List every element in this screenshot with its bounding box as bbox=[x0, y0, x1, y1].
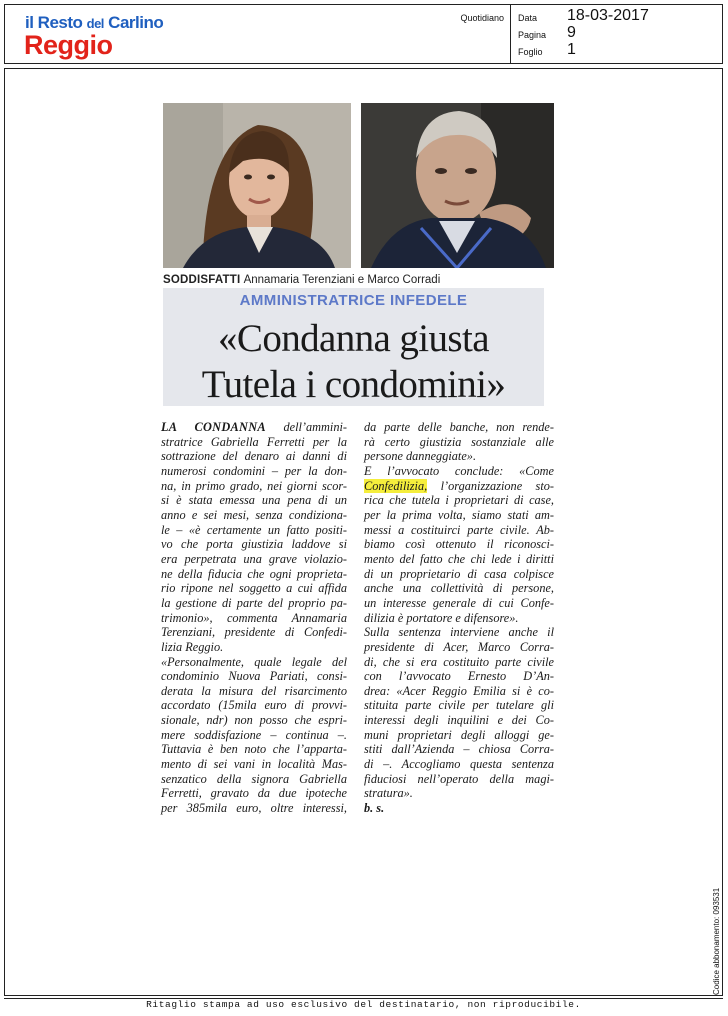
article-line: le – «è certamente un fatto positi- bbox=[161, 522, 347, 537]
article-line: fiduciosi nell’operato della magi- bbox=[364, 771, 554, 786]
article-signature-line bbox=[364, 801, 554, 816]
article-line: sottrazione del denaro ai danni di bbox=[161, 449, 347, 464]
portrait-man-image bbox=[361, 103, 554, 268]
reproduction-notice: Ritaglio stampa ad uso esclusivo del destinatario, non riproducibile. bbox=[146, 999, 581, 1010]
article-signature: b. s. bbox=[364, 801, 385, 816]
article-line: si è stata emessa una pena di un bbox=[161, 493, 347, 508]
article-line: numerosi condomini – per la don- bbox=[161, 463, 347, 478]
headline bbox=[163, 316, 544, 408]
article-line: era perpetrata una grave violazio- bbox=[161, 551, 347, 566]
article-line: di un proprietario di casa colpisce bbox=[364, 566, 554, 581]
article-line: di –. Accogliamo questa sentenza bbox=[364, 757, 554, 772]
article-line: derata la misura del risarcimento bbox=[161, 683, 347, 698]
photo-marco-corradi bbox=[361, 103, 554, 268]
article-line: per 385mila euro, oltre interessi, bbox=[161, 801, 347, 816]
article-line: senzatico della signora Gabriella bbox=[161, 771, 347, 786]
article-line: Ferretti, gravato da due ipoteche bbox=[161, 786, 347, 801]
article-line: biamo così ottenuto il riconosci- bbox=[364, 537, 554, 552]
article-column-right bbox=[364, 420, 554, 816]
article-line: di, che si era costituito parte civile bbox=[364, 654, 554, 669]
portrait-woman-image bbox=[163, 103, 351, 268]
article-line: «Personalmente, quale legale del bbox=[161, 654, 347, 669]
article-line: per la prima volta, siamo stati am- bbox=[364, 507, 554, 522]
article-line: Confedilizia, l’organizzazione sto- bbox=[364, 478, 555, 493]
article-line: la gestione di parte del proprio pa- bbox=[161, 595, 347, 610]
article-lead: LA CONDANNA bbox=[161, 420, 266, 434]
meta-page: Pagina 9 bbox=[518, 24, 576, 41]
article-line: Terenziani, presidente di Confedi- bbox=[161, 625, 347, 640]
article-line: na, in primo grado, nei giorni scor- bbox=[161, 478, 347, 493]
article-line: interessi degli inquilini e dei Co- bbox=[364, 713, 554, 728]
article-line: da parte delle banche, non rende- bbox=[364, 420, 554, 434]
article-line: Sulla sentenza interviene anche il bbox=[364, 625, 554, 640]
meta-date: Data 18-03-2017 bbox=[518, 7, 649, 24]
clipping-metadata bbox=[515, 7, 720, 61]
article-line: rio ripone nel soggetto a cui affida bbox=[161, 581, 347, 596]
article-line: mento di sei vani in località Mas- bbox=[161, 757, 347, 772]
headline-line-1: «Condanna giusta bbox=[218, 317, 489, 360]
caption-keyword: SODDISFATTI bbox=[163, 274, 241, 286]
subscription-code: Codice abbonamento: 093531 bbox=[712, 887, 721, 995]
article-line: rica che tutela i proprietari di case, bbox=[364, 493, 554, 508]
article-line: condominio Nuova Pariati, consi- bbox=[161, 669, 347, 684]
article-line: vo che porta giustizia laddove si bbox=[161, 537, 347, 552]
highlighted-word: Confedilizia, bbox=[364, 478, 428, 493]
article-line: un interesse generale di cui Confe- bbox=[364, 595, 554, 610]
caption-names: Annamaria Terenziani e Marco Corradi bbox=[243, 274, 441, 286]
article-line: stiti dall’Azienda – chiosa Corra- bbox=[364, 742, 554, 757]
article-line: accordato (15mila euro di provvi- bbox=[161, 698, 347, 713]
article-line: stituita parte civile per tutelare gli bbox=[364, 698, 554, 713]
article-line: drea: «Acer Reggio Emilia si è co- bbox=[364, 683, 554, 698]
meta-sheet: Foglio 1 bbox=[518, 41, 576, 58]
article-line: muni proprietari degli alloggi ge- bbox=[364, 727, 554, 742]
periodicity-label: Quotidiano bbox=[460, 13, 504, 23]
kicker: AMMINISTRATRICE INFEDELE bbox=[239, 292, 468, 309]
newspaper-logo-edition: Reggio bbox=[24, 30, 113, 60]
article-line: rà certo giustizia sostanziale alle bbox=[364, 434, 554, 449]
article-line: lizia Reggio. bbox=[161, 639, 224, 654]
masthead bbox=[5, 5, 511, 63]
article-line: stratura». bbox=[364, 786, 413, 801]
headline-line-2: Tutela i condomini» bbox=[201, 363, 506, 406]
article-line: mere soddisfazione – continua –. bbox=[161, 727, 347, 742]
article-line: anche una collettività di persone, bbox=[364, 581, 554, 596]
article-line: E l’avvocato conclude: «Come bbox=[364, 463, 554, 478]
article-line: dilizia è portatore e difensore». bbox=[364, 610, 519, 625]
article-line: anno e sei mesi, senza condiziona- bbox=[161, 507, 347, 522]
article-line: mento del fatto che chi lede i diritti bbox=[364, 551, 554, 566]
article-line: persone danneggiate». bbox=[364, 449, 477, 464]
article-line: presidente di Acer, Marco Corra- bbox=[364, 639, 554, 654]
article-line: messi a costituirci parte civile. Ab- bbox=[364, 522, 554, 537]
newspaper-logo-top: il Resto del Carlino bbox=[25, 13, 164, 32]
article-column-left bbox=[161, 420, 347, 816]
article-line: ne della fiducia che ogni proprieta- bbox=[161, 566, 347, 581]
article-line: trimonio», commenta Annamaria bbox=[161, 610, 347, 625]
clipping-header bbox=[4, 4, 723, 64]
photo-caption bbox=[163, 274, 555, 286]
article-line: Tuttavia è ben noto che l’apparta- bbox=[161, 742, 347, 757]
article-line: sionale, ndr) non posso che espri- bbox=[161, 713, 347, 728]
article-line: con l’avvocato Ernesto D’An- bbox=[364, 669, 554, 684]
article-line: stratrice Gabriella Ferretti per la bbox=[161, 434, 347, 449]
article-line: LA CONDANNA dell’ammini- bbox=[161, 420, 347, 434]
photo-annamaria-terenziani bbox=[163, 103, 351, 268]
